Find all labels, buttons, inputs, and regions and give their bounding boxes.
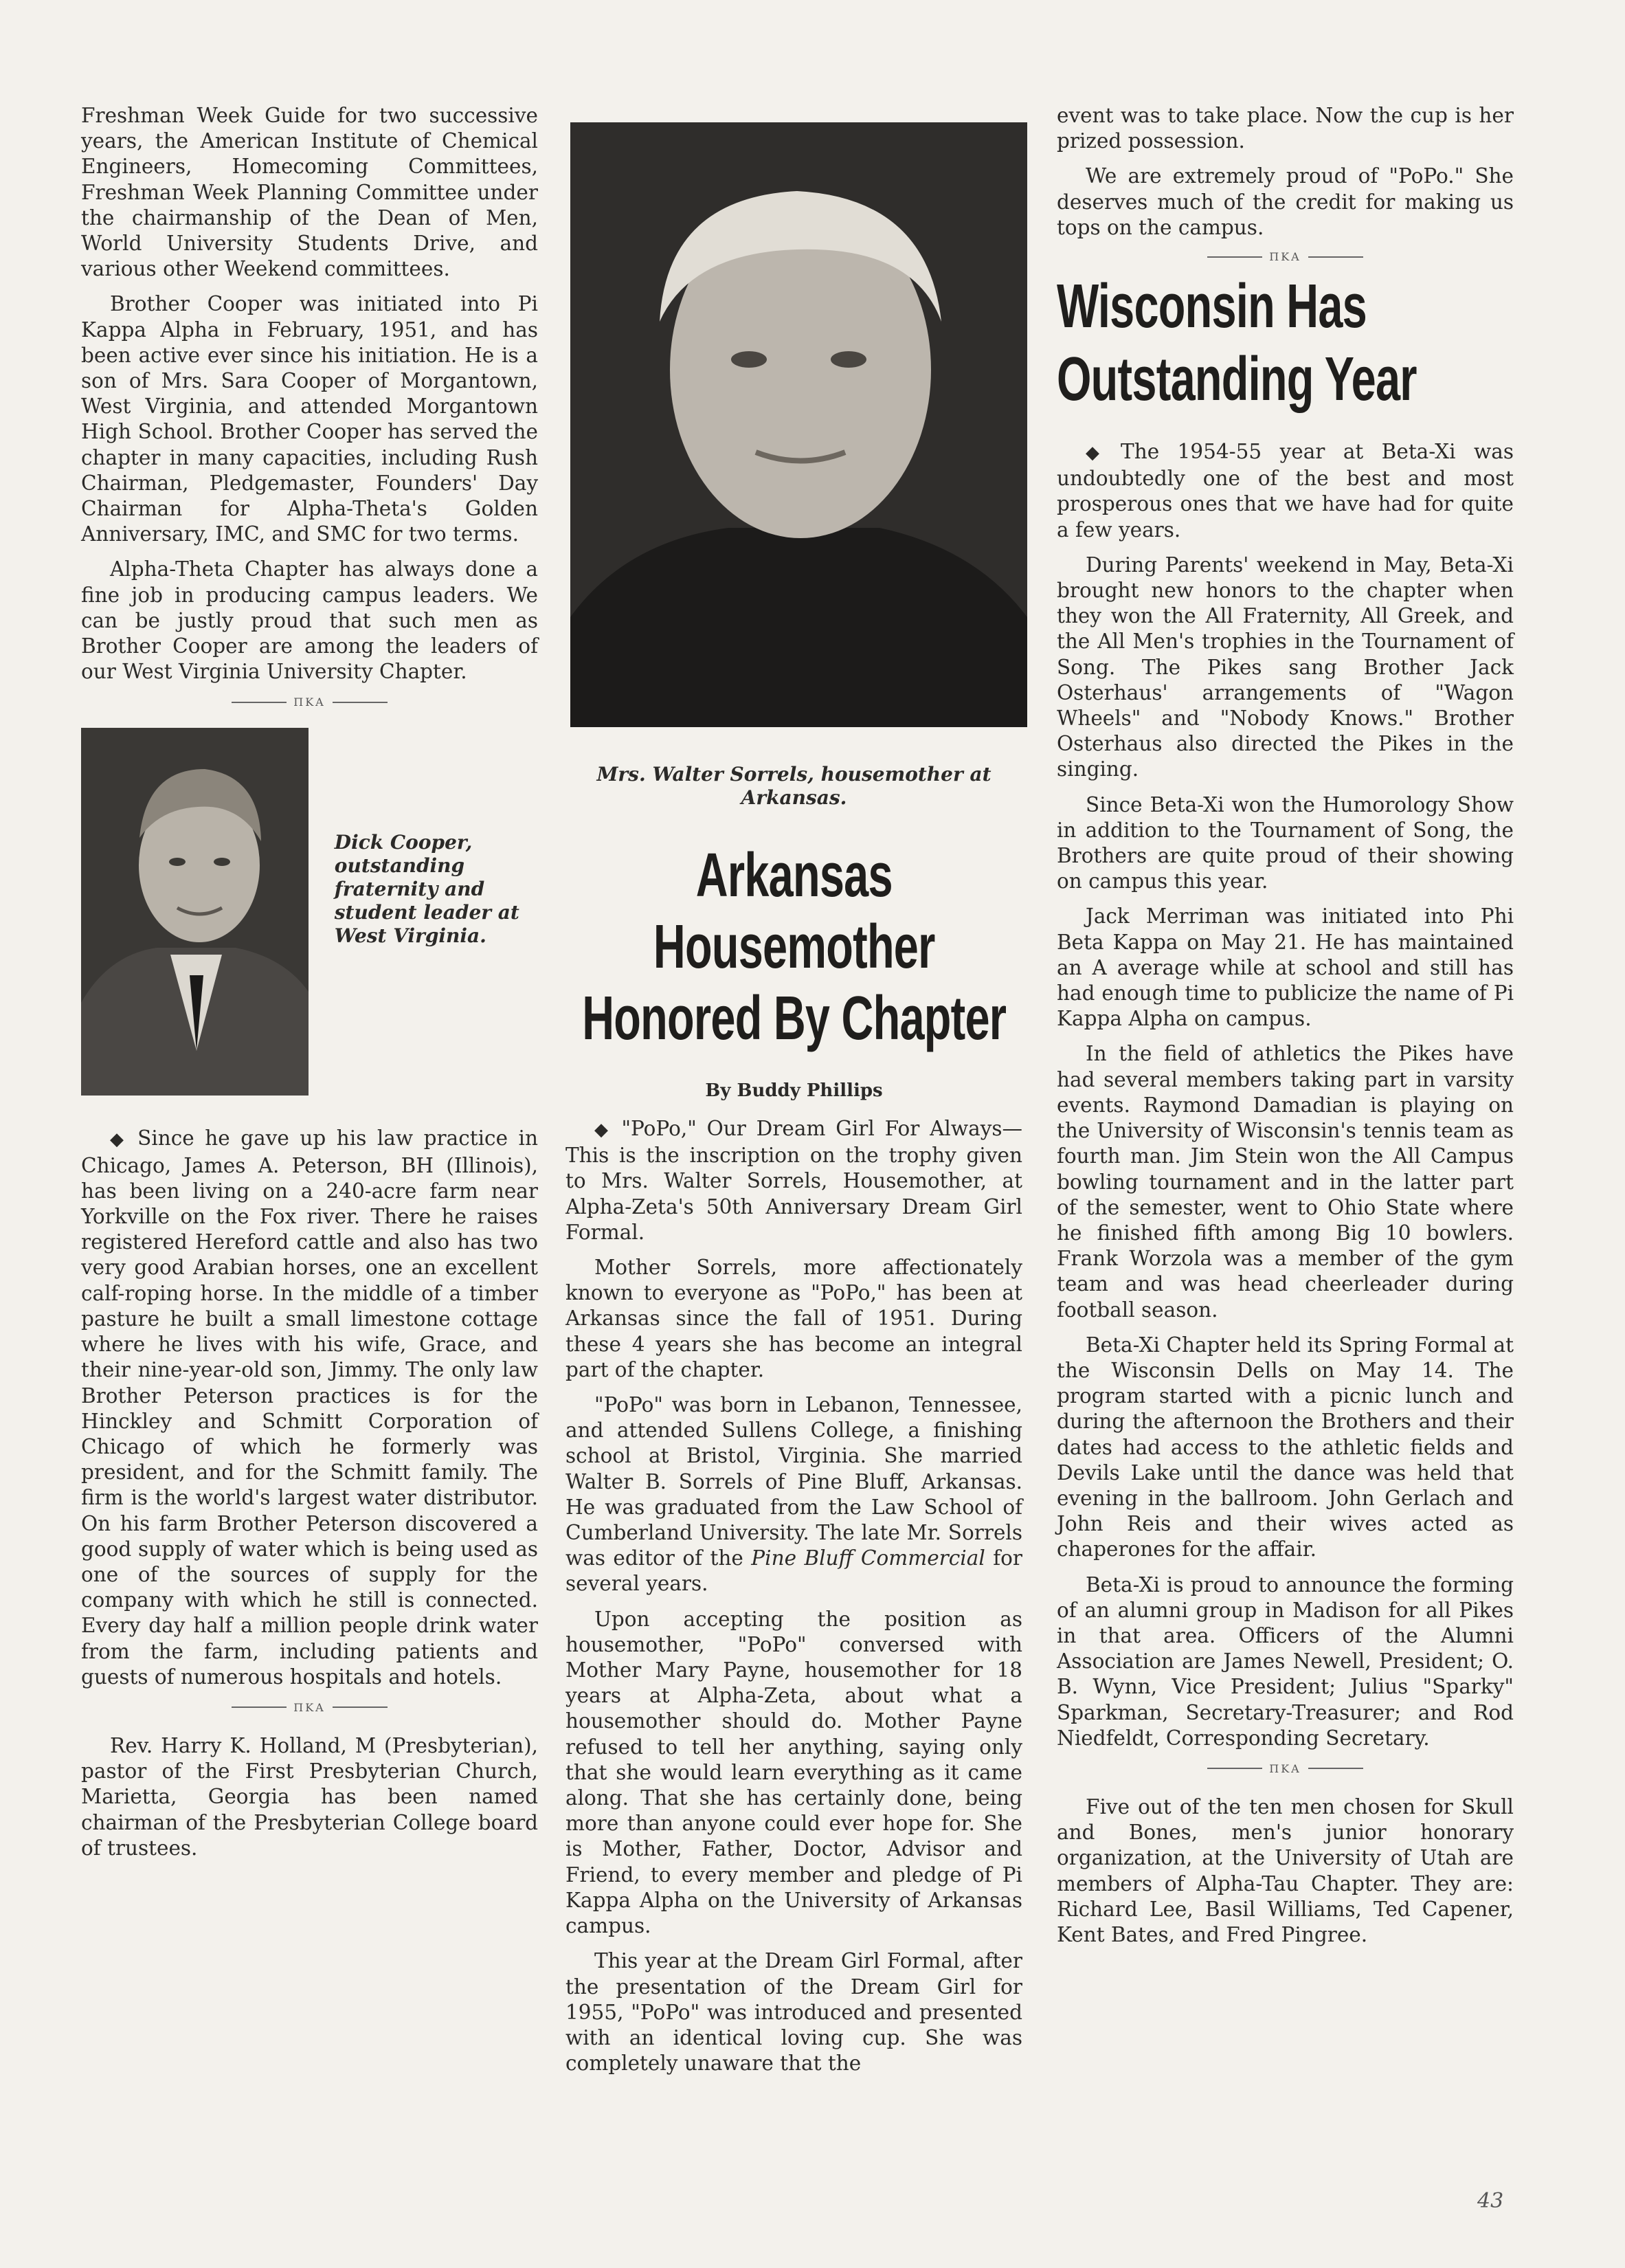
separator-text: ΠΚΑ: [1269, 250, 1301, 264]
wisconsin-headline: Wisconsin Has Outstanding Year: [1057, 272, 1417, 414]
arkansas-continuation: event was to take place. Now the cup is her prized possession.: [1057, 104, 1514, 153]
newspaper-title: Pine Bluff Commercial: [751, 1546, 985, 1570]
peterson-paragraph: [81, 1126, 538, 1689]
byline: By Buddy Phillips: [705, 1080, 883, 1101]
wisconsin-paragraph-3: Since Beta-Xi won the Humorology Show in addition to the Tournament of Song, the Brothers are quite proud of their showing on campus this year.: [1057, 792, 1514, 893]
section-separator: [1057, 1762, 1514, 1775]
utah-paragraph: Five out of the ten men chosen for Skull and Bones, men's junior honorary organization, at the University of Utah are members of Alpha-Tau Chapter. They are: Richard Lee, Basil Williams, Ted Capener, Kent Bates, and Fred Pingree.: [1057, 1794, 1514, 1946]
wisconsin-paragraph-1: [1057, 439, 1514, 543]
peterson-paragraph-text: Since he gave up his law practice in Chicago, James A. Peterson, BH (Illinois), has been living on a 240-acre farm near Yorkville on the Fox river. There he raises registered Hereford cattle and also has two very good Arabian horses, one an excellent calf-roping horse. In the middle of a timber pasture he built a small limestone cottage where he lives with his wife, Grace, and their nine-year-old son, Jimmy. The only law Brother Peterson practices is for the Hinckley and Schmitt Corporation of Chicago of which he formerly was president, and for the Schmitt family. The firm is the world's largest water distributor. On his farm Brother Peterson discovered a good supply of water which is being used as one of the sources of supply for the company with which he still is connected. Every day half a million people drink water from the farm, including patients and guests of numerous hospitals and hotels.: [81, 1126, 538, 1689]
arkansas-paragraph-1-text: "PoPo," Our Dream Girl For Always—This is the inscription on the trophy given to Mrs. Walter Sorrels, Housemother, at Alpha-Zeta's 50th Anniversary Dream Girl Formal.: [565, 1117, 1022, 1244]
separator-text: ΠΚΑ: [293, 696, 326, 709]
holland-paragraph: Rev. Harry K. Holland, M (Presbyterian), pastor of the First Presbyterian Church, Marietta, Georgia has been named chairman of the Presbyterian College board of trustees.: [81, 1733, 538, 1860]
cooper-photo-caption: Dick Cooper, outstanding fraternity and student leader at West Virginia.: [334, 831, 519, 948]
cooper-paragraph-2: Brother Cooper was initiated into Pi Kappa Alpha in February, 1951, and has been active ever since his initiation. He is a son of Mrs. Sara Cooper of Morgantown, West Virginia, and attended Morgantown High School. Brother Cooper has served the chapter in many capacities, including Rush Chairman, Pledgemaster, Founders' Day Chairman for Alpha-Theta's Golden Anniversary, IMC, and SMC for two terms.: [81, 292, 538, 546]
dick-cooper-photo: [81, 728, 309, 1096]
wisconsin-paragraph-2: During Parents' weekend in May, Beta-Xi brought new honors to the chapter when they won the All Fraternity, All Greek, and the All Men's trophies in the Tournament of Song. The Pikes sang Brother Jack Osterhaus' arrangements of "Wagon Wheels" and "Nobody Knows." Brother Osterhaus also directed the Pikes in the singing.: [1057, 553, 1514, 781]
section-separator: [81, 696, 538, 709]
diamond-bullet-icon: ◆: [110, 1129, 128, 1150]
arkansas-headline: Arkansas Housemother Honored By Chapter: [582, 841, 1007, 1053]
arkansas-paragraph-3a: "PoPo" was born in Lebanon, Tennessee, and attended Sullens College, a finishing school at Bristol, Virginia. She married Walter B. Sorrels of Pine Bluff, Arkansas. He was graduated from the Law School of Cumberland University. The late Mr. Sorrels was editor of the: [565, 1393, 1022, 1570]
wisconsin-paragraph-7: Beta-Xi is proud to announce the forming of an alumni group in Madison for all Pikes in that area. Officers of the Alumni Association are James Newell, President; O. B. Wynn, Vice President; Julius "Sparky" Sparkman, Secretary-Treasurer; and Rod Niedfeldt, Corresponding Secretary.: [1057, 1572, 1514, 1750]
cooper-photo-block: [81, 728, 538, 1096]
arkansas-paragraph-1: [565, 1116, 1022, 1245]
section-separator: [1057, 250, 1514, 263]
column-left: [81, 103, 538, 1871]
diamond-bullet-icon: ◆: [1086, 443, 1112, 464]
wisconsin-paragraph-4: Jack Merriman was initiated into Phi Beta Kappa on May 21. He has maintained an A average while at school and still has had enough time to publicize the name of Pi Kappa Alpha on campus.: [1057, 904, 1514, 1031]
cooper-paragraph-1: Freshman Week Guide for two successive years, the American Institute of Chemical Engineers, Homecoming Committees, Freshman Week Planning Committee under the chairmanship of the Dean of Men, World University Students Drive, and various other Weekend committees.: [81, 104, 538, 281]
arkansas-paragraph-5: This year at the Dream Girl Formal, after the presentation of the Dream Girl for 1955, "PoPo" was introduced and presented with an identical loving cup. She was completely unaware that the: [565, 1949, 1022, 2076]
portrait-cooper-icon: [81, 728, 309, 1096]
arkansas-closing-paragraph: We are extremely proud of "PoPo." She deserves much of the credit for making us tops on the campus.: [1057, 164, 1514, 239]
column-middle: [565, 103, 1022, 2086]
separator-text: ΠΚΑ: [1269, 1761, 1301, 1775]
portrait-sorrels-icon: [570, 122, 1027, 727]
sorrels-photo-caption: Mrs. Walter Sorrels, housemother at Arkansas.: [596, 763, 991, 809]
arkansas-paragraph-4: Upon accepting the position as housemother, "PoPo" conversed with Mother Mary Payne, housemother for 18 years at Alpha-Zeta, about what a housemother should do. Mother Payne refused to tell her anything, saying only that she would learn everything as it came along. That she has certainly done, being more than anyone could ever hope for. She is Mother, Father, Doctor, Advisor and Friend, to every member and pledge of Pi Kappa Alpha on the University of Arkansas campus.: [565, 1607, 1022, 1938]
diamond-bullet-icon: ◆: [594, 1120, 612, 1140]
arkansas-paragraph-3: [565, 1392, 1022, 1597]
wisconsin-paragraph-6: Beta-Xi Chapter held its Spring Formal at the Wisconsin Dells on May 14. The program started with a picnic lunch and during the afternoon the Brothers and their dates had access to the athletic fields and Devils Lake until the dance was held that evening in the ballroom. John Gerlach and John Reis and their wives acted as chaperones for the affair.: [1057, 1333, 1514, 1561]
page-number: 43: [1477, 2189, 1504, 2213]
arkansas-paragraph-2: Mother Sorrels, more affectionately known to everyone as "PoPo," has been at Arkansas since the fall of 1951. During these 4 years she has become an integral part of the chapter.: [565, 1256, 1022, 1381]
wisconsin-paragraph-5: In the field of athletics the Pikes have had several members taking part in varsity events. Raymond Damadian is playing on the University of Wisconsin's tennis team as fourth man. Jim Stein won the All Campus bowling tournament and in the latter part of the semester, went to Ohio State where he finished fifth among Big 10 bowlers. Frank Worzola was a member of the gym team and was head cheerleader during football season.: [1057, 1042, 1514, 1322]
section-separator: [81, 1701, 538, 1714]
column-right: [1057, 103, 1514, 1957]
mrs-sorrels-photo: [570, 122, 1027, 727]
cooper-paragraph-3: Alpha-Theta Chapter has always done a fine job in producing campus leaders. We can be justly proud that such men as Brother Cooper are among the leaders of our West Virginia University Chapter.: [81, 557, 538, 684]
wisconsin-paragraph-1-text: The 1954-55 year at Beta-Xi was undoubtedly one of the best and most prosperous ones that we have had for quite a few years.: [1057, 440, 1514, 542]
arkansas-paragraph-3b: for several years.: [565, 1546, 1022, 1596]
separator-text: ΠΚΑ: [293, 1700, 326, 1714]
